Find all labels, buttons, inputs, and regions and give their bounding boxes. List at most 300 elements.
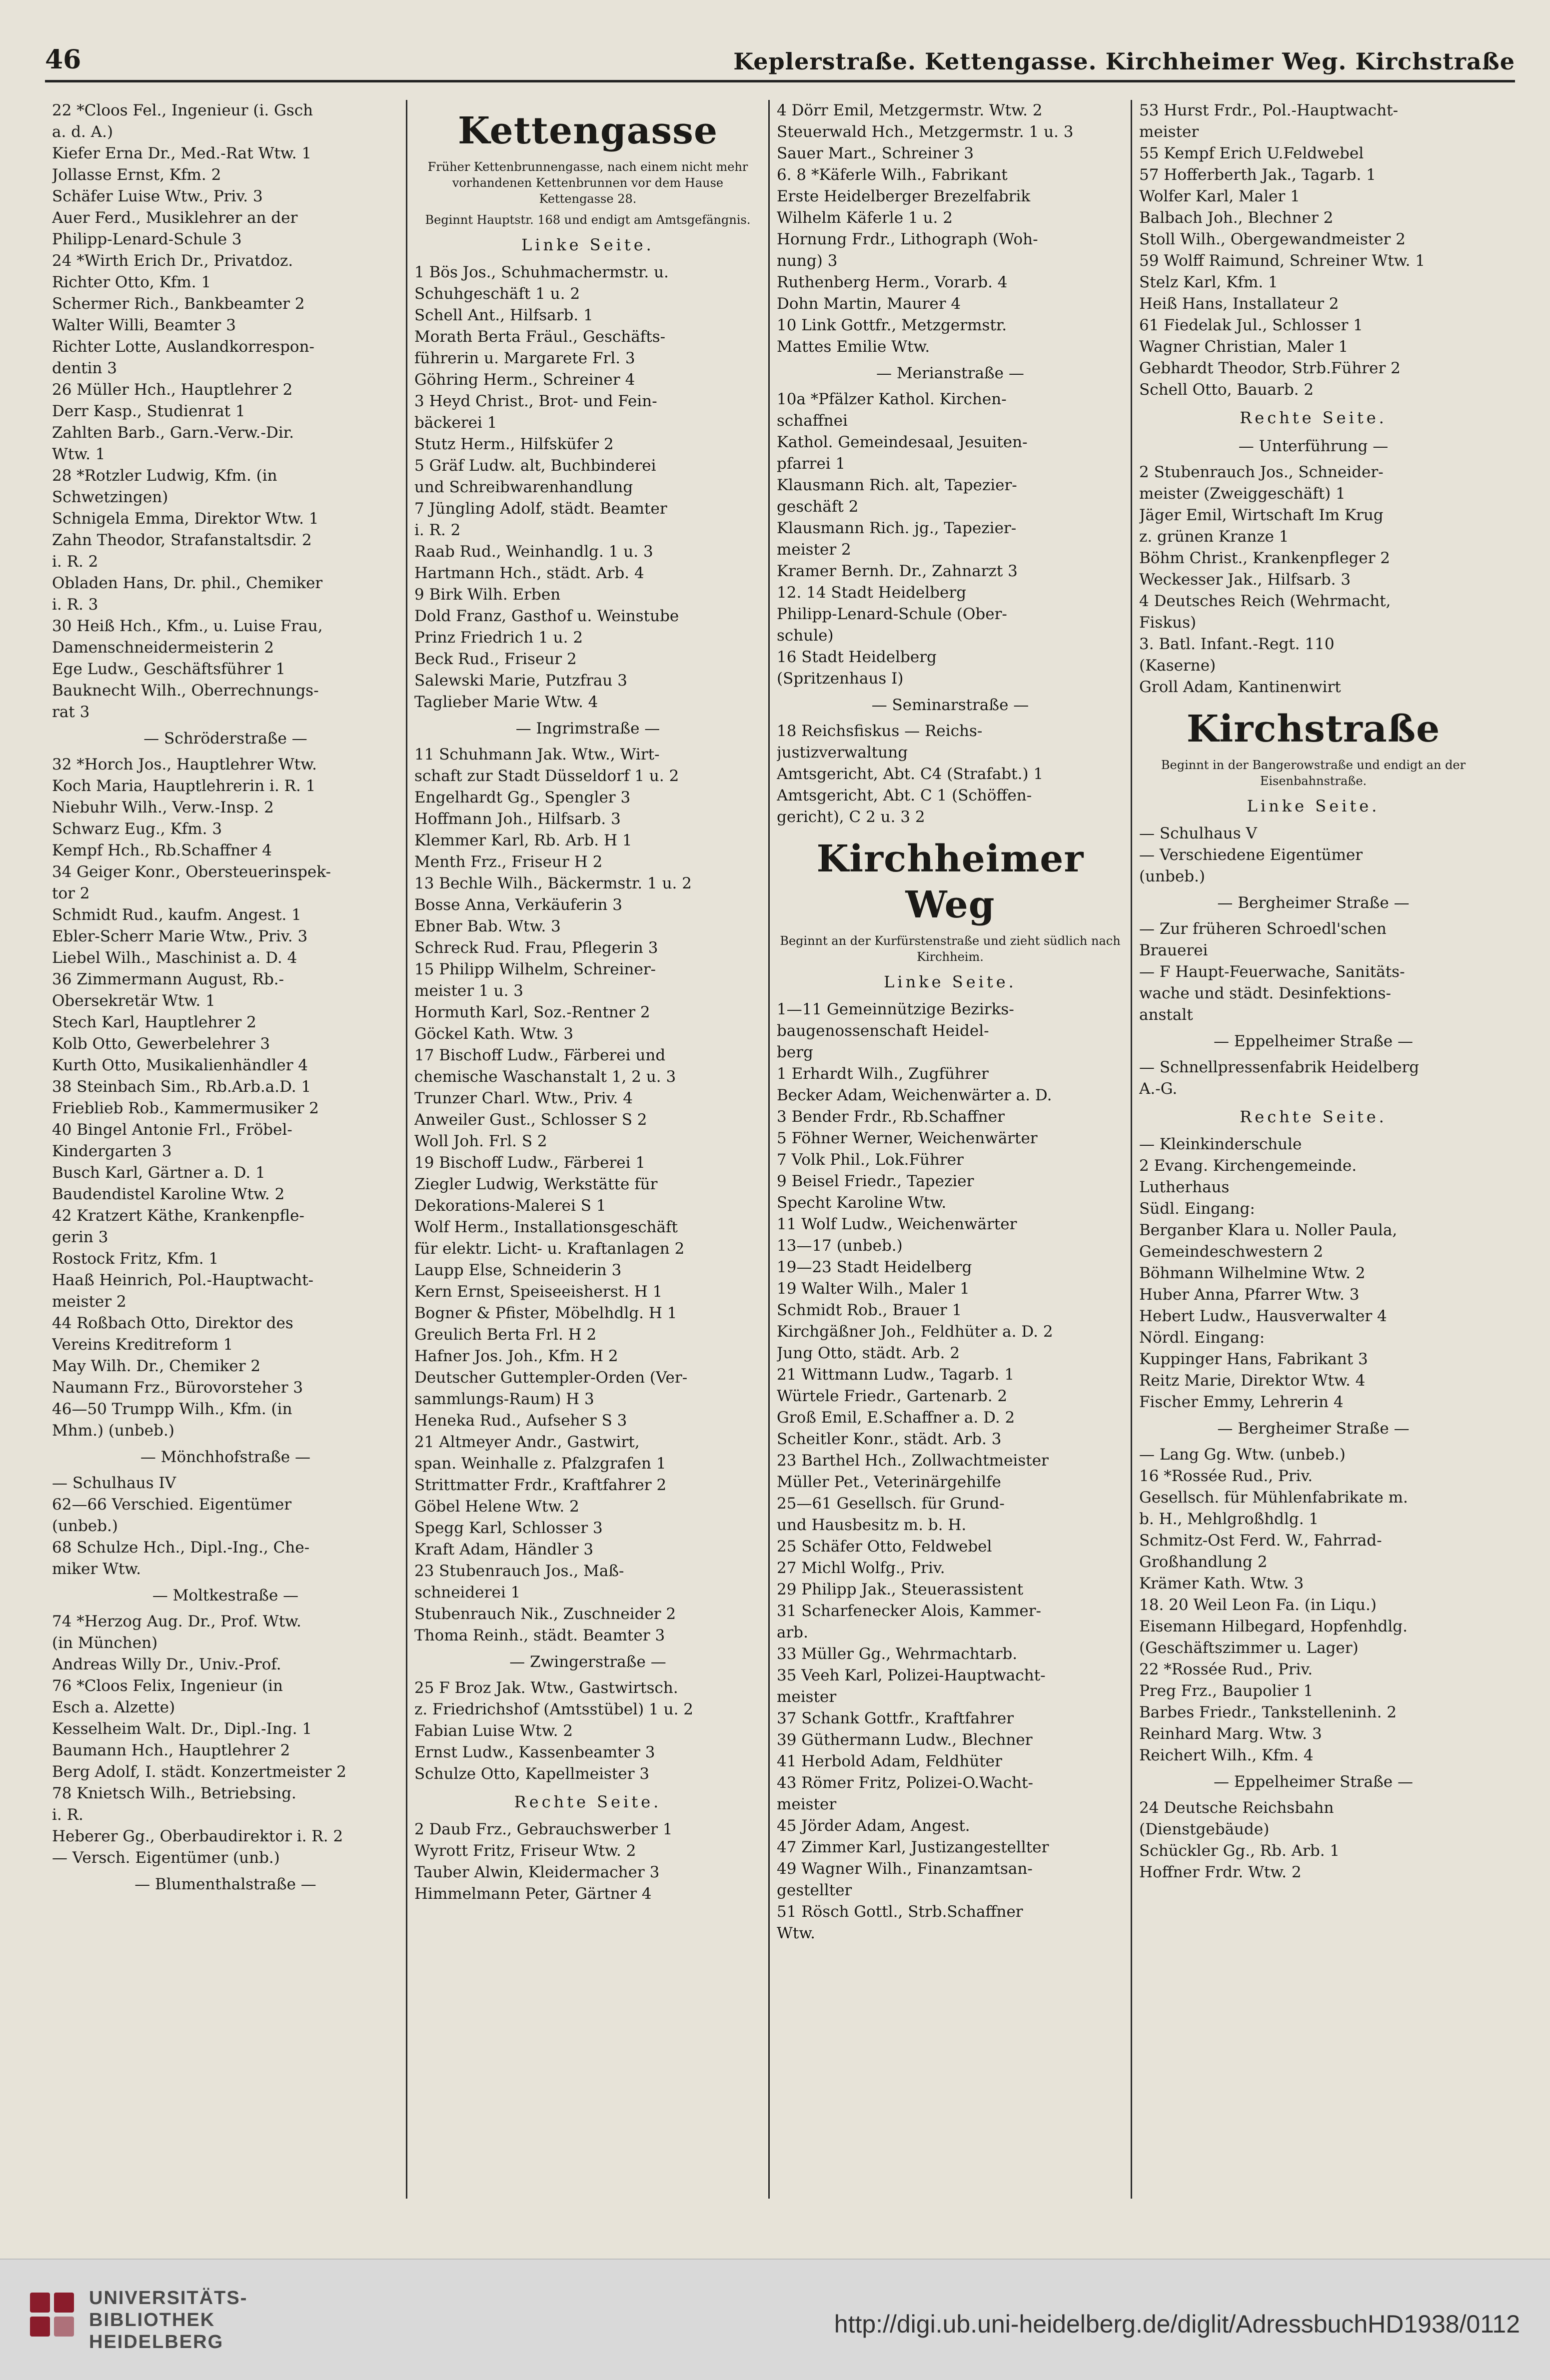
directory-entry: — Versch. Eigentümer (unb.): [52, 1849, 280, 1867]
directory-entry: Ebler-Scherr Marie Wtw., Priv. 3: [52, 927, 308, 945]
page-number: 46: [45, 44, 81, 75]
entry-list: [52, 754, 399, 1442]
directory-entry: Amtsgericht, Abt. C 1 (Schöffen-: [777, 787, 1032, 804]
directory-entry: 49 Wagner Wilh., Finanzamtsan-: [777, 1860, 1033, 1878]
text-columns: [45, 100, 1495, 2199]
directory-entry: schule): [777, 627, 834, 645]
directory-entry: Kramer Bernh. Dr., Zahnarzt 3: [777, 562, 1018, 580]
directory-entry: Preg Frz., Baupolier 1: [1139, 1682, 1314, 1700]
directory-entry: Zahlten Barb., Garn.-Verw.-Dir.: [52, 424, 294, 442]
directory-entry: Kern Ernst, Speiseeisherst. H 1: [414, 1283, 663, 1301]
directory-entry: 5 Föhner Werner, Weichenwärter: [777, 1129, 1038, 1147]
directory-entry: 38 Steinbach Sim., Rb.Arb.a.D. 1: [52, 1078, 311, 1096]
directory-entry: Zahn Theodor, Strafanstaltsdir. 2: [52, 531, 312, 549]
cross-street: — Eppelheimer Straße —: [1214, 1773, 1413, 1791]
directory-entry: Nördl. Eingang:: [1139, 1329, 1265, 1347]
directory-entry: Prinz Friedrich 1 u. 2: [414, 629, 583, 647]
directory-entry: — Schulhaus V: [1139, 824, 1257, 842]
directory-entry: — F Haupt-Feuerwache, Sanitäts-: [1139, 963, 1405, 981]
directory-entry: Raab Rud., Weinhandlg. 1 u. 3: [414, 543, 653, 561]
directory-entry: geschäft 2: [777, 498, 859, 516]
directory-entry: Schermer Rich., Bankbeamter 2: [52, 295, 305, 313]
directory-entry: Baumann Hch., Hauptlehrer 2: [52, 1741, 290, 1759]
directory-entry: Damenschneidermeisterin 2: [52, 639, 274, 657]
directory-entry: 35 Veeh Karl, Polizei-Hauptwacht-: [777, 1666, 1046, 1684]
directory-entry: 76 *Cloos Felix, Ingenieur (in: [52, 1677, 283, 1695]
directory-entry: Kiefer Erna Dr., Med.-Rat Wtw. 1: [52, 144, 312, 162]
directory-entry: Spegg Karl, Schlosser 3: [414, 1519, 603, 1537]
directory-entry: meister: [777, 1688, 837, 1706]
directory-entry: Haaß Heinrich, Pol.-Hauptwacht-: [52, 1271, 314, 1289]
library-logo-text: UNIVERSITÄTS- BIBLIOTHEK HEIDELBERG: [89, 2288, 248, 2353]
directory-entry: Schell Ant., Hilfsarb. 1: [414, 306, 593, 324]
directory-entry: 12. 14 Stadt Heidelberg: [777, 584, 967, 602]
directory-entry: tor 2: [52, 884, 90, 902]
directory-entry: arb.: [777, 1623, 808, 1641]
directory-entry: Dekorations-Malerei S 1: [414, 1197, 606, 1215]
entry-list: [1139, 1444, 1488, 1766]
directory-entry: Fischer Emmy, Lehrerin 4: [1139, 1393, 1344, 1411]
directory-entry: pfarrei 1: [777, 455, 846, 473]
entry-list: [414, 744, 761, 1646]
column-2: [407, 100, 770, 2199]
directory-entry: Engelhardt Gg., Spengler 3: [414, 789, 631, 806]
directory-entry: — Zur früheren Schroedl'schen: [1139, 920, 1387, 938]
side-label: Linke Seite.: [884, 972, 1017, 991]
directory-entry: Wtw.: [777, 1924, 816, 1942]
directory-entry: Würtele Friedr., Gartenarb. 2: [777, 1387, 1008, 1405]
directory-entry: Anweiler Gust., Schlosser S 2: [414, 1111, 647, 1129]
directory-entry: Jäger Emil, Wirtschaft Im Krug: [1139, 506, 1384, 524]
directory-entry: 7 Volk Phil., Lok.Führer: [777, 1151, 964, 1169]
directory-entry: 11 Schuhmann Jak. Wtw., Wirt-: [414, 746, 660, 764]
directory-entry: 45 Jörder Adam, Angest.: [777, 1817, 970, 1835]
directory-entry: Reichert Wilh., Kfm. 4: [1139, 1746, 1314, 1764]
directory-entry: Hormuth Karl, Soz.-Rentner 2: [414, 1003, 650, 1021]
directory-entry: Deutscher Guttempler-Orden (Ver-: [414, 1369, 688, 1387]
directory-entry: 23 Barthel Hch., Zollwachtmeister: [777, 1452, 1049, 1470]
directory-entry: 3 Bender Frdr., Rb.Schaffner: [777, 1108, 1005, 1126]
cross-street: — Seminarstraße —: [871, 696, 1029, 714]
directory-entry: 2 Stubenrauch Jos., Schneider-: [1139, 463, 1384, 481]
directory-entry: 42 Kratzert Käthe, Krankenpfle-: [52, 1207, 305, 1225]
directory-entry: Bosse Anna, Verkäuferin 3: [414, 896, 623, 914]
directory-entry: 22 *Cloos Fel., Ingenieur (i. Gsch: [52, 101, 313, 119]
directory-entry: — Schulhaus IV: [52, 1474, 176, 1492]
directory-entry: 28 *Rotzler Ludwig, Kfm. (in: [52, 467, 277, 485]
street-note: Beginnt in der Bangerowstraße und endigt an der Eisenbahnstraße.: [1161, 758, 1466, 788]
entry-list: [414, 262, 761, 713]
directory-entry: Bogner & Pfister, Möbelhdlg. H 1: [414, 1304, 677, 1322]
directory-entry: Kempf Hch., Rb.Schaffner 4: [52, 841, 272, 859]
directory-entry: Dold Franz, Gasthof u. Weinstube: [414, 607, 679, 625]
directory-entry: Reinhard Marg. Wtw. 3: [1139, 1725, 1322, 1743]
directory-entry: Dohn Martin, Maurer 4: [777, 295, 961, 313]
directory-entry: Schnigela Emma, Direktor Wtw. 1: [52, 510, 319, 528]
directory-entry: Stutz Herm., Hilfsküfer 2: [414, 435, 614, 453]
directory-entry: May Wilh. Dr., Chemiker 2: [52, 1357, 261, 1375]
street-heading-kirchstrasse: Kirchstraße: [1186, 708, 1441, 751]
directory-entry: 3. Batl. Infant.-Regt. 110: [1139, 635, 1335, 653]
directory-entry: Göhring Herm., Schreiner 4: [414, 371, 635, 389]
directory-entry: baugenossenschaft Heidel-: [777, 1022, 989, 1040]
directory-entry: Jollasse Ernst, Kfm. 2: [52, 166, 221, 184]
directory-entry: Gebhardt Theodor, Strb.Führer 2: [1139, 359, 1401, 377]
directory-entry: Woll Joh. Frl. S 2: [414, 1132, 547, 1150]
directory-entry: 10 Link Gottfr., Metzgermstr.: [777, 316, 1007, 334]
directory-entry: 34 Geiger Konr., Obersteuerinspek-: [52, 863, 331, 881]
page-header: [45, 35, 1515, 82]
directory-entry: 3 Heyd Christ., Brot- und Fein-: [414, 392, 657, 410]
column-1: [45, 100, 407, 2199]
directory-entry: Derr Kasp., Studienrat 1: [52, 402, 245, 420]
directory-entry: Balbach Joh., Blechner 2: [1139, 209, 1334, 227]
cross-street: — Merianstraße —: [876, 364, 1024, 382]
directory-entry: Taglieber Marie Wtw. 4: [414, 693, 598, 711]
directory-entry: 7 Jüngling Adolf, städt. Beamter: [414, 500, 667, 518]
directory-entry: Schwarz Eug., Kfm. 3: [52, 820, 222, 838]
directory-entry: Stech Karl, Hauptlehrer 2: [52, 1013, 256, 1031]
directory-entry: (Dienstgebäude): [1139, 1820, 1270, 1838]
directory-entry: 25—61 Gesellsch. für Grund-: [777, 1495, 1005, 1513]
entry-list: [52, 100, 399, 723]
directory-entry: Schäfer Luise Wtw., Priv. 3: [52, 187, 263, 205]
directory-entry: Rostock Fritz, Kfm. 1: [52, 1250, 219, 1268]
directory-entry: 15 Philipp Wilhelm, Schreiner-: [414, 960, 656, 978]
directory-entry: i. R. 3: [52, 596, 98, 614]
directory-entry: 4 Dörr Emil, Metzgermstr. Wtw. 2: [777, 101, 1043, 119]
directory-entry: Großhandlung 2: [1139, 1553, 1268, 1571]
directory-entry: 16 *Rossée Rud., Priv.: [1139, 1467, 1313, 1485]
directory-entry: Wyrott Fritz, Friseur Wtw. 2: [414, 1842, 636, 1860]
directory-entry: Koch Maria, Hauptlehrerin i. R. 1: [52, 777, 316, 795]
directory-entry: 16 Stadt Heidelberg: [777, 648, 937, 666]
directory-entry: Gemeindeschwestern 2: [1139, 1243, 1324, 1261]
directory-entry: 78 Knietsch Wilh., Betriebsing.: [52, 1784, 296, 1802]
directory-entry: 25 F Broz Jak. Wtw., Gastwirtsch.: [414, 1679, 678, 1697]
directory-entry: — Verschiedene Eigentümer: [1139, 846, 1363, 864]
directory-entry: Philipp-Lenard-Schule 3: [52, 230, 242, 248]
directory-entry: Kindergarten 3: [52, 1142, 172, 1160]
library-logo-icon: [30, 2293, 76, 2348]
directory-entry: Bauknecht Wilh., Oberrechnungs-: [52, 682, 319, 700]
directory-entry: bäckerei 1: [414, 414, 497, 432]
cross-street: — Bergheimer Straße —: [1217, 894, 1410, 912]
directory-entry: Gesellsch. für Mühlenfabrikate m.: [1139, 1489, 1408, 1507]
directory-entry: Heberer Gg., Oberbaudirektor i. R. 2: [52, 1827, 343, 1845]
directory-entry: Morath Berta Fräul., Geschäfts-: [414, 328, 666, 346]
directory-entry: span. Weinhalle z. Pfalzgrafen 1: [414, 1455, 666, 1473]
directory-entry: 19—23 Stadt Heidelberg: [777, 1258, 972, 1276]
directory-entry: 24 Deutsche Reichsbahn: [1139, 1799, 1334, 1817]
directory-entry: Südl. Eingang:: [1139, 1200, 1255, 1218]
directory-entry: 19 Bischoff Ludw., Färberei 1: [414, 1154, 646, 1172]
directory-entry: 1—11 Gemeinnützige Bezirks-: [777, 1000, 1014, 1018]
directory-entry: 62—66 Verschied. Eigentümer: [52, 1496, 292, 1514]
directory-entry: 46—50 Trumpp Wilh., Kfm. (in: [52, 1400, 292, 1418]
directory-entry: (unbeb.): [52, 1517, 118, 1535]
directory-entry: Tauber Alwin, Kleidermacher 3: [414, 1863, 660, 1881]
entry-list: [1139, 918, 1488, 1026]
directory-entry: Klausmann Rich. alt, Tapezier-: [777, 476, 1017, 494]
directory-entry: Kathol. Gemeindesaal, Jesuiten-: [777, 433, 1028, 451]
directory-entry: Kirchgäßner Joh., Feldhüter a. D. 2: [777, 1323, 1053, 1341]
directory-entry: Trunzer Charl. Wtw., Priv. 4: [414, 1089, 633, 1107]
directory-entry: Steuerwald Hch., Metzgermstr. 1 u. 3: [777, 123, 1074, 141]
directory-entry: Barbes Friedr., Tankstelleninh. 2: [1139, 1703, 1397, 1721]
directory-entry: — Lang Gg. Wtw. (unbeb.): [1139, 1446, 1346, 1464]
directory-entry: 31 Scharfenecker Alois, Kammer-: [777, 1602, 1042, 1620]
directory-entry: 47 Zimmer Karl, Justizangestellter: [777, 1838, 1049, 1856]
entry-list: [1139, 1134, 1488, 1413]
directory-entry: führerin u. Margarete Frl. 3: [414, 349, 635, 367]
directory-entry: Greulich Berta Frl. H 2: [414, 1326, 597, 1344]
directory-entry: Hafner Jos. Joh., Kfm. H 2: [414, 1347, 618, 1365]
entry-list: [777, 999, 1124, 1944]
directory-entry: gericht), C 2 u. 3 2: [777, 808, 925, 826]
directory-entry: i. R.: [52, 1806, 83, 1824]
directory-entry: 57 Hofferberth Jak., Tagarb. 1: [1139, 166, 1376, 184]
directory-entry: 18 Reichsfiskus — Reichs-: [777, 722, 983, 740]
directory-entry: 40 Bingel Antonie Frl., Fröbel-: [52, 1121, 292, 1139]
directory-entry: Klausmann Rich. jg., Tapezier-: [777, 519, 1017, 537]
directory-entry: Hoffner Frdr. Wtw. 2: [1139, 1863, 1302, 1881]
directory-entry: Vereins Kreditreform 1: [52, 1336, 233, 1354]
entry-list: [1139, 100, 1488, 401]
directory-entry: Göckel Kath. Wtw. 3: [414, 1025, 574, 1043]
street-note: Beginnt an der Kurfürstenstraße und zieht südlich nach Kirchheim.: [780, 934, 1121, 964]
directory-entry: (Spritzenhaus I): [777, 670, 904, 688]
directory-entry: Scheitler Konr., städt. Arb. 3: [777, 1430, 1002, 1448]
directory-entry: meister 2: [777, 541, 851, 559]
directory-entry: wache und städt. Desinfektions-: [1139, 984, 1392, 1002]
directory-entry: Schulze Otto, Kapellmeister 3: [414, 1765, 650, 1783]
directory-entry: Krämer Kath. Wtw. 3: [1139, 1575, 1304, 1592]
directory-entry: Kuppinger Hans, Fabrikant 3: [1139, 1350, 1368, 1368]
directory-entry: Böhmann Wilhelmine Wtw. 2: [1139, 1264, 1366, 1282]
directory-entry: Frieblieb Rob., Kammermusiker 2: [52, 1099, 319, 1117]
directory-entry: 25 Schäfer Otto, Feldwebel: [777, 1538, 992, 1556]
directory-entry: 21 Altmeyer Andr., Gastwirt,: [414, 1433, 640, 1451]
directory-entry: a. d. A.): [52, 123, 113, 141]
directory-entry: Kolb Otto, Gewerbelehrer 3: [52, 1035, 270, 1053]
directory-entry: Schell Otto, Bauarb. 2: [1139, 381, 1314, 399]
directory-entry: 30 Heiß Hch., Kfm., u. Luise Frau,: [52, 617, 323, 635]
directory-entry: meister 1 u. 3: [414, 982, 524, 1000]
entry-list: [1139, 1797, 1488, 1883]
directory-entry: (Kaserne): [1139, 657, 1216, 675]
directory-entry: 39 Güthermann Ludw., Blechner: [777, 1731, 1033, 1749]
street-heading-kettengasse: Kettengasse: [457, 109, 718, 152]
directory-entry: Laupp Else, Schneiderin 3: [414, 1261, 622, 1279]
street-note: Beginnt Hauptstr. 168 und endigt am Amtsgefängnis.: [425, 213, 751, 227]
directory-entry: Wagner Christian, Maler 1: [1139, 338, 1349, 356]
directory-entry: Hebert Ludw., Hausverwalter 4: [1139, 1307, 1387, 1325]
directory-entry: 17 Bischoff Ludw., Färberei und: [414, 1046, 666, 1064]
directory-entry: z. grünen Kranze 1: [1139, 528, 1289, 546]
directory-entry: Schmitz-Ost Ferd. W., Fahrrad-: [1139, 1532, 1382, 1550]
directory-entry: 9 Birk Wilh. Erben: [414, 586, 561, 604]
directory-entry: Niebuhr Wilh., Verw.-Insp. 2: [52, 798, 274, 816]
directory-entry: 26 Müller Hch., Hauptlehrer 2: [52, 381, 293, 399]
directory-entry: Richter Lotte, Auslandkorrespon-: [52, 338, 315, 356]
directory-entry: Wilhelm Käferle 1 u. 2: [777, 209, 953, 227]
directory-entry: 2 Evang. Kirchengemeinde.: [1139, 1157, 1357, 1175]
directory-entry: Andreas Willy Dr., Univ.-Prof.: [52, 1655, 281, 1673]
directory-entry: meister 2: [52, 1293, 126, 1311]
directory-entry: 1 Erhardt Wilh., Zugführer: [777, 1065, 989, 1083]
cross-street: — Schröderstraße —: [143, 730, 307, 748]
directory-entry: Menth Frz., Friseur H 2: [414, 853, 603, 871]
directory-entry: Walter Willi, Beamter 3: [52, 316, 236, 334]
directory-entry: Reitz Marie, Direktor Wtw. 4: [1139, 1372, 1366, 1390]
side-label: Rechte Seite.: [1240, 1107, 1387, 1126]
directory-entry: Kurth Otto, Musikalienhändler 4: [52, 1056, 308, 1074]
directory-entry: und Hausbesitz m. b. H.: [777, 1516, 967, 1534]
directory-entry: 9 Beisel Friedr., Tapezier: [777, 1172, 974, 1190]
street-note: Früher Kettenbrunnengasse, nach einem nicht mehr vorhandenen Kettenbrunnen vor dem Hause Kettengasse 28.: [427, 160, 748, 206]
directory-entry: A.-G.: [1139, 1080, 1178, 1098]
directory-entry: Böhm Christ., Krankenpfleger 2: [1139, 549, 1390, 567]
directory-entry: 32 *Horch Jos., Hauptlehrer Wtw.: [52, 756, 317, 774]
directory-entry: Amtsgericht, Abt. C4 (Strafabt.) 1: [777, 765, 1044, 783]
directory-entry: 24 *Wirth Erich Dr., Privatdoz.: [52, 252, 293, 270]
directory-entry: und Schreibwarenhandlung: [414, 478, 633, 496]
directory-entry: 37 Schank Gottfr., Kraftfahrer: [777, 1709, 1014, 1727]
cross-street: — Eppelheimer Straße —: [1214, 1032, 1413, 1050]
source-url[interactable]: http://digi.ub.uni-heidelberg.de/diglit/AdressbuchHD1938/0112: [834, 2310, 1520, 2338]
directory-entry: Esch a. Alzette): [52, 1698, 175, 1716]
directory-entry: Schmidt Rud., kaufm. Angest. 1: [52, 906, 301, 924]
directory-entry: rat 3: [52, 703, 90, 721]
directory-entry: 19 Walter Wilh., Maler 1: [777, 1280, 970, 1298]
directory-entry: Klemmer Karl, Rb. Arb. H 1: [414, 831, 632, 849]
directory-entry: Busch Karl, Gärtner a. D. 1: [52, 1164, 265, 1182]
directory-entry: Ruthenberg Herm., Vorarb. 4: [777, 273, 1008, 291]
directory-entry: 2 Daub Frz., Gebrauchswerber 1: [414, 1820, 673, 1838]
street-heading-kirchheimer-weg: Kirchheimer Weg: [816, 837, 1084, 926]
directory-entry: gestellter: [777, 1881, 852, 1899]
directory-entry: Göbel Helene Wtw. 2: [414, 1498, 579, 1516]
cross-street: — Blumenthalstraße —: [134, 1875, 316, 1893]
directory-entry: Wolf Herm., Installationsgeschäft: [414, 1218, 678, 1236]
directory-entry: 61 Fiedelak Jul., Schlosser 1: [1139, 316, 1363, 334]
directory-entry: Erste Heidelberger Brezelfabrik: [777, 187, 1031, 205]
directory-entry: Ziegler Ludwig, Werkstätte für: [414, 1175, 658, 1193]
directory-entry: i. R. 2: [414, 521, 461, 539]
directory-entry: 33 Müller Gg., Wehrmachtarb.: [777, 1645, 1018, 1663]
directory-entry: meister (Zweiggeschäft) 1: [1139, 485, 1346, 503]
entry-list: [777, 721, 1124, 828]
directory-entry: Hornung Frdr., Lithograph (Woh-: [777, 230, 1038, 248]
directory-entry: 55 Kempf Erich U.Feldwebel: [1139, 144, 1364, 162]
directory-entry: Wtw. 1: [52, 445, 105, 463]
entry-list: [777, 389, 1124, 690]
directory-entry: Beck Rud., Friseur 2: [414, 650, 577, 668]
directory-entry: Hoffmann Joh., Hilfsarb. 3: [414, 810, 621, 828]
directory-entry: Stelz Karl, Kfm. 1: [1139, 273, 1278, 291]
directory-entry: Naumann Frz., Bürovorsteher 3: [52, 1379, 303, 1397]
directory-entry: Müller Pet., Veterinärgehilfe: [777, 1473, 1001, 1491]
directory-entry: meister: [1139, 123, 1199, 141]
directory-entry: Schwetzingen): [52, 488, 168, 506]
column-3: [770, 100, 1132, 2199]
directory-entry: miker Wtw.: [52, 1560, 141, 1578]
directory-entry: 43 Römer Fritz, Polizei-O.Wacht-: [777, 1774, 1033, 1792]
directory-entry: (in München): [52, 1634, 158, 1652]
directory-entry: 1 Bös Jos., Schuhmachermstr. u.: [414, 263, 669, 281]
directory-entry: berg: [777, 1043, 813, 1061]
directory-entry: Liebel Wilh., Maschinist a. D. 4: [52, 949, 297, 967]
directory-entry: für elektr. Licht- u. Kraftanlagen 2: [414, 1240, 685, 1258]
directory-entry: 51 Rösch Gottl., Strb.Schaffner: [777, 1903, 1023, 1921]
entry-list: [414, 1819, 761, 1905]
directory-entry: schaft zur Stadt Düsseldorf 1 u. 2: [414, 767, 679, 785]
side-label: Linke Seite.: [1247, 796, 1380, 815]
directory-entry: schaffnei: [777, 412, 848, 430]
directory-entry: Schuhgeschäft 1 u. 2: [414, 285, 580, 303]
directory-entry: Jung Otto, städt. Arb. 2: [777, 1344, 960, 1362]
directory-entry: 6. 8 *Käferle Wilh., Fabrikant: [777, 166, 1008, 184]
directory-entry: Auer Ferd., Musiklehrer an der: [52, 209, 298, 227]
cross-street: — Unterführung —: [1238, 437, 1389, 455]
directory-entry: Ege Ludw., Geschäftsführer 1: [52, 660, 286, 678]
directory-entry: i. R. 2: [52, 553, 98, 571]
directory-entry: Groß Emil, E.Schaffner a. D. 2: [777, 1409, 1015, 1427]
directory-entry: 23 Stubenrauch Jos., Maß-: [414, 1562, 624, 1580]
directory-entry: Thoma Reinh., städt. Beamter 3: [414, 1626, 665, 1644]
directory-entry: anstalt: [1139, 1006, 1193, 1024]
entry-list: [777, 100, 1124, 358]
directory-entry: Sauer Mart., Schreiner 3: [777, 144, 974, 162]
directory-entry: 59 Wolff Raimund, Schreiner Wtw. 1: [1139, 252, 1426, 270]
directory-entry: 21 Wittmann Ludw., Tagarb. 1: [777, 1366, 1015, 1384]
directory-entry: Groll Adam, Kantinenwirt: [1139, 678, 1341, 696]
entry-list: [1139, 462, 1488, 698]
directory-entry: nung) 3: [777, 252, 838, 270]
entry-list: [414, 1677, 761, 1785]
directory-entry: Hartmann Hch., städt. Arb. 4: [414, 564, 644, 582]
directory-entry: Ernst Ludw., Kassenbeamter 3: [414, 1743, 655, 1761]
library-logo[interactable]: [30, 2287, 247, 2353]
cross-street: — Bergheimer Straße —: [1217, 1420, 1410, 1438]
cross-street: — Ingrimstraße —: [515, 720, 660, 738]
directory-entry: Fabian Luise Wtw. 2: [414, 1722, 573, 1740]
directory-entry: Mattes Emilie Wtw.: [777, 338, 930, 356]
directory-entry: Obladen Hans, Dr. phil., Chemiker: [52, 574, 323, 592]
directory-entry: Kesselheim Walt. Dr., Dipl.-Ing. 1: [52, 1720, 312, 1738]
directory-entry: 11 Wolf Ludw., Weichenwärter: [777, 1215, 1017, 1233]
directory-entry: Richter Otto, Kfm. 1: [52, 273, 211, 291]
directory-entry: 5 Gräf Ludw. alt, Buchbinderei: [414, 457, 656, 475]
directory-entry: Salewski Marie, Putzfrau 3: [414, 672, 627, 690]
directory-entry: b. H., Mehlgroßhdlg. 1: [1139, 1510, 1319, 1528]
directory-entry: Himmelmann Peter, Gärtner 4: [414, 1885, 652, 1903]
directory-entry: Fiskus): [1139, 614, 1197, 632]
viewer-footer: [0, 2259, 1550, 2380]
directory-entry: chemische Waschanstalt 1, 2 u. 3: [414, 1068, 676, 1086]
directory-entry: 29 Philipp Jak., Steuerassistent: [777, 1581, 1024, 1598]
directory-entry: Brauerei: [1139, 941, 1208, 959]
entry-list: [1139, 823, 1488, 887]
directory-entry: Strittmatter Frdr., Kraftfahrer 2: [414, 1476, 667, 1494]
directory-entry: schneiderei 1: [414, 1584, 521, 1601]
column-4: [1132, 100, 1495, 2199]
directory-entry: gerin 3: [52, 1228, 108, 1246]
cross-street: — Moltkestraße —: [152, 1587, 299, 1604]
directory-entry: 44 Roßbach Otto, Direktor des: [52, 1314, 293, 1332]
directory-entry: Wolfer Karl, Maler 1: [1139, 187, 1300, 205]
